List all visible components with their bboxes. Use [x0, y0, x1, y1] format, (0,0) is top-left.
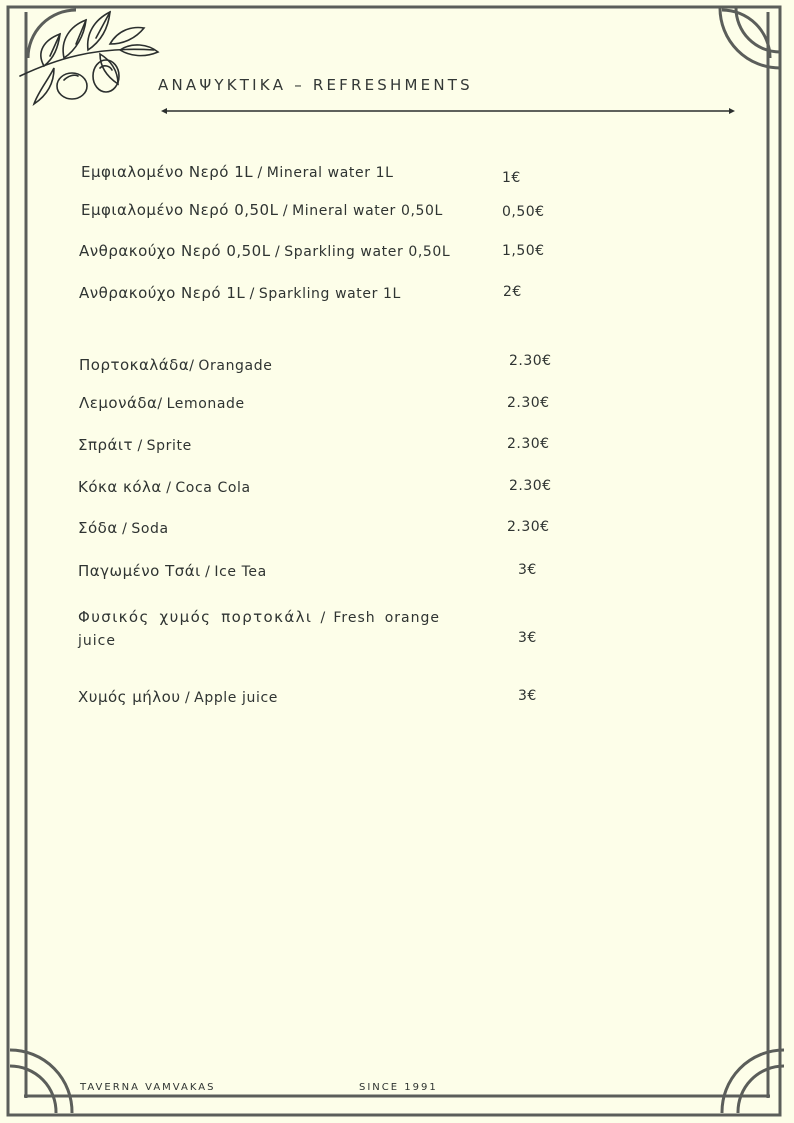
menu-item-name: [78, 518, 169, 537]
item-separator: /: [133, 438, 147, 454]
item-name-english: Mineral water 1L: [266, 165, 394, 181]
item-name-greek: Σόδα: [78, 519, 118, 537]
item-name-greek: Πορτοκαλάδα: [79, 356, 190, 374]
item-name-greek: Εμφιαλομένο Νερό 0,50L: [81, 201, 279, 219]
item-price: 2.30€: [507, 519, 550, 535]
item-name-english: Sprite: [146, 438, 192, 454]
menu-item-name: [81, 200, 443, 219]
title-divider: [160, 104, 736, 118]
footer-taverna-name: TAVERNA VAMVAKAS: [80, 1082, 216, 1093]
item-separator: /: [117, 521, 132, 537]
menu-item-name: [79, 283, 401, 302]
item-name-english: Soda: [131, 521, 169, 537]
item-name-greek: Παγωμένο Τσάι: [78, 562, 201, 580]
item-price: 3€: [518, 630, 537, 646]
item-name-greek: Εμφιαλομένο Νερό 1L: [81, 163, 254, 181]
page-title: ΑΝΑΨΥΚΤΙΚΑ – REFRESHMENTS: [158, 76, 473, 94]
menu-item-name: [78, 561, 267, 580]
menu-item-name: [78, 477, 251, 496]
item-name-greek: Σπράιτ: [78, 436, 134, 454]
item-price: 2.30€: [509, 353, 552, 369]
item-name-english: Mineral water 0,50L: [292, 203, 443, 219]
item-name-greek: Λεμονάδα: [79, 394, 158, 412]
item-name-english: Orangade: [198, 358, 273, 374]
item-price: 2.30€: [507, 395, 550, 411]
item-name-greek: Χυμός μήλου: [78, 688, 181, 706]
item-price: 2.30€: [507, 436, 550, 452]
item-name-greek: Φυσικός χυμός πορτοκάλι: [78, 608, 313, 626]
item-price: 1,50€: [502, 243, 545, 259]
menu-item-name: [78, 606, 440, 652]
item-name-greek: Κόκα κόλα: [78, 478, 162, 496]
menu-item-name: [79, 241, 450, 260]
item-separator: /: [157, 396, 167, 412]
item-price: 0,50€: [502, 204, 545, 220]
menu-item-name: [79, 355, 272, 374]
item-name-english: Coca Cola: [175, 480, 251, 496]
item-price: 2.30€: [509, 478, 552, 494]
item-price: 3€: [518, 562, 537, 578]
menu-item-name: [81, 162, 394, 181]
item-name-english: Apple juice: [194, 690, 279, 706]
menu-item-name: [78, 687, 278, 706]
item-name-english: Sparkling water 1L: [258, 286, 401, 302]
item-name-greek: Ανθρακούχο Νερό 1L: [79, 284, 246, 302]
item-name-english: Fresh orange juice: [78, 610, 440, 649]
item-separator: /: [278, 203, 293, 219]
item-separator: /: [253, 165, 267, 181]
item-name-english: Sparkling water 0,50L: [284, 244, 451, 260]
item-name-english: Lemonade: [166, 396, 245, 412]
footer-since: SINCE 1991: [359, 1082, 438, 1093]
olive-branch-icon: [14, 4, 162, 110]
item-separator: /: [270, 244, 285, 260]
menu-item-name: [79, 393, 245, 412]
item-separator: /: [161, 480, 176, 496]
menu-item-name: [78, 435, 192, 454]
item-name-english: Ice Tea: [214, 564, 267, 580]
item-separator: /: [200, 564, 215, 580]
item-separator: /: [180, 690, 195, 706]
item-price: 1€: [502, 170, 521, 186]
item-price: 2€: [503, 284, 522, 300]
item-name-greek: Ανθρακούχο Νερό 0,50L: [79, 242, 271, 260]
item-separator: /: [189, 358, 199, 374]
item-price: 3€: [518, 688, 537, 704]
item-separator: /: [245, 286, 259, 302]
item-separator: /: [312, 610, 334, 626]
